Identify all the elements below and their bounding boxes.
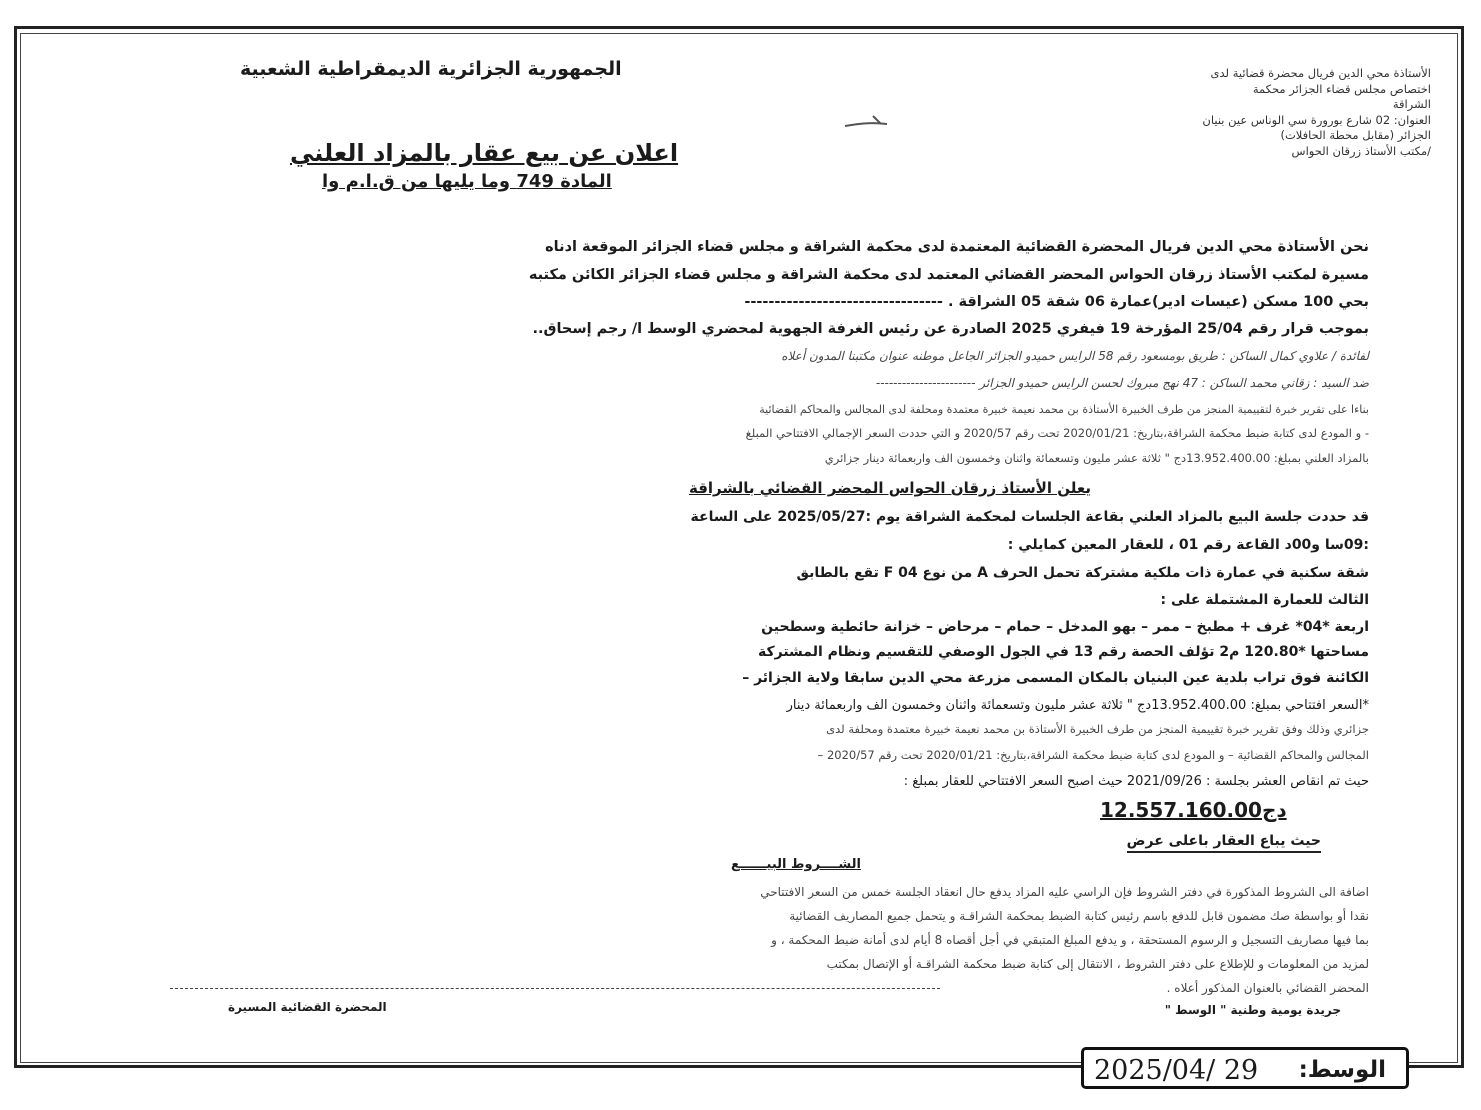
signature-mark bbox=[843, 112, 891, 130]
newspaper-name-label: الوسط: bbox=[1298, 1057, 1386, 1083]
auction-line: المجالس والمحاكم القضائية – و المودع لدى كتابة ضبط محكمة الشراقة،بتاريخ: 2020/01/21 تحت رقم 2020/57 – bbox=[817, 748, 1369, 762]
expert-line: بناءا على تقرير خبرة لتقييمية المنجز من طرف الخبيرة الأستاذة بن محمد نعيمة خبيرة معتمدة ومحلفة لدى المجالس والمحاكم القضائية bbox=[759, 403, 1369, 416]
office-line: /مكتب الأستاذ زرقان الحواس bbox=[1291, 143, 1431, 158]
expert-line: بالمزاد العلني بمبلغ: 13.952.400.00دج " ثلاثة عشر مليون وتسعمائة واثنان وخمسون الف واربعمائة دينار جزائري bbox=[824, 451, 1369, 465]
announcement-title: اعلان عن بيع عقار بالمزاد العلني bbox=[290, 139, 679, 167]
condition-line: المحضر القضائي بالعنوان المذكور أعلاه . bbox=[1166, 981, 1369, 995]
auction-line: اربعة *04* غرف + مطبخ – ممر – بهو المدخل – حمام – مرحاض – خزانة حائطية وسطحين bbox=[761, 619, 1369, 635]
auction-line: قد حددت جلسة البيع بالمزاد العلني بقاعة الجلسات لمحكمة الشراقة يوم :2025/05/27 على الساعة bbox=[690, 509, 1369, 525]
republic-heading: الجمهورية الجزائرية الديمقراطية الشعبية bbox=[240, 58, 622, 80]
auction-line: جزائري وذلك وفق تقرير خبرة تقييمية المنجز من طرف الخبيرة الأستاذة بن محمد نعيمة خبيرة معتمدة ومحلفة لدى bbox=[826, 722, 1369, 736]
auction-line: الكائنة فوق تراب بلدية عين البنيان بالمكان المسمى مزرعة محي الدين سابقا ولاية الجزائر – bbox=[742, 670, 1369, 686]
auction-line: *السعر افتتاحي بمبلغ: 13.952.400.00دج " ثلاثة عشر مليون وتسعمائة واثنان وخمسون الف واربعمائة دينار bbox=[786, 698, 1369, 713]
conditions-heading: الشــــروط البيــــــع bbox=[730, 857, 861, 872]
sale-note: حيث يباع العقار باعلى عرض bbox=[1127, 834, 1321, 853]
auction-line: شقة سكنية في عمارة ذات ملكية مشتركة تحمل الحرف A من نوع F 04 تقع بالطابق bbox=[796, 565, 1369, 581]
office-line: الأستاذة محي الدين فريال محضرة قضائية لدى bbox=[1210, 66, 1431, 80]
newspaper-line: جريدة يومية وطنية " الوسط " bbox=[1164, 1003, 1341, 1017]
auction-line: مساحتها *120.80 م2 تؤلف الحصة رقم 13 في الجول الوصفي للتقسيم ونظام المشتركة bbox=[758, 644, 1369, 660]
office-line: الجزائر (مقابل محطة الحافلات) bbox=[1280, 128, 1431, 142]
defendant-line: ضد السيد : زقاني محمد الساكن : 47 نهج مبروك لحسن الرايس حميدو الجزائر ----------------------- bbox=[875, 376, 1369, 390]
condition-line: نقدا أو بواسطة صك مضمون قابل للدفع باسم رئيس كتابة الضبط بمحكمة الشراقـة و يتحمل جميع المصاريف القضائية bbox=[789, 909, 1369, 923]
auction-line: الثالث للعمارة المشتملة على : bbox=[1160, 592, 1369, 608]
reduced-opening-price: 12.557.160.00دج bbox=[1100, 798, 1287, 822]
publication-date-stamp bbox=[1081, 1047, 1409, 1089]
publication-date: 2025/04/ 29 bbox=[1094, 1055, 1259, 1086]
auction-line: :09سا و00د القاعة رقم 01 ، للعقار المعين كمايلي : bbox=[1007, 537, 1369, 553]
separator-line bbox=[170, 988, 940, 989]
condition-line: بما فيها مصاريف التسجيل و الرسوم المستحقة ، و يدفع المبلغ المتبقي في أجل أقصاه 8 أيام لدى أمانة ضبط المحكمة ، و bbox=[771, 933, 1369, 947]
office-line: اختصاص مجلس قضاء الجزائر محكمة bbox=[1252, 81, 1431, 96]
announcing-bailiff-heading: يعلن الأستاذ زرقان الحواس المحضر القضائي بالشراقة bbox=[688, 479, 1091, 497]
legal-article-subtitle: المادة 749 وما يليها من ق.ا.م وا bbox=[322, 171, 612, 192]
bailiff-signature-label: المحضرة القضائية المسيرة bbox=[228, 1000, 387, 1014]
beneficiary-line: لفائدة / علاوي كمال الساكن : طريق بومسعود رقم 58 الرايس حميدو الجزائر الجاعل موطنه عنوان مكتبنا المدون أعلاه bbox=[781, 349, 1369, 363]
condition-line: لمزيد من المعلومات و للإطلاع على دفتر الشروط ، الانتقال إلى كتابة ضبط محكمة الشراقـة أو الإتصال بمكتب bbox=[826, 957, 1369, 971]
intro-line: بموجب قرار رقم 25/04 المؤرخة 19 فيفري 2025 الصادرة عن رئيس الغرفة الجهوية لمحضري الوسط ا/ رجم إسحاق.. bbox=[532, 321, 1369, 337]
intro-line: نحن الأستاذة محي الدين فريال المحضرة القضائية المعتمدة لدى محكمة الشراقة و مجلس قضاء الجزائر الموقعة ادناه bbox=[545, 239, 1369, 255]
intro-line: بحي 100 مسكن (عيسات ادير)عمارة 06 شقة 05 الشراقة . --------------------------------- bbox=[744, 294, 1369, 310]
condition-line: اضافة الى الشروط المذكورة في دفتر الشروط فإن الراسي عليه المزاد يدفع حال انعقاد الجلسة خمس من السعر الافتتاحي bbox=[760, 885, 1369, 899]
office-address-block bbox=[1202, 66, 1431, 159]
auction-line: حيث تم انقاص العشر بجلسة : 2021/09/26 حيث اصبح السعر الافتتاحي للعقار بمبلغ : bbox=[903, 774, 1369, 789]
expert-line: - و المودع لدى كتابة ضبط محكمة الشراقة،بتاريخ: 2020/01/21 تحت رقم 2020/57 و التي حددت السعر الإجمالي الافتتاحي المبلغ bbox=[745, 426, 1369, 440]
office-line: العنوان: 02 شارع بورورة سي الوناس عين بنيان bbox=[1202, 112, 1431, 127]
intro-line: مسيرة لمكتب الأستاذ زرقان الحواس المحضر القضائي المعتمد لدى محكمة الشراقة و مجلس قضاء الجزائر الكائن مكتبه bbox=[528, 267, 1369, 283]
office-line: الشراقة bbox=[1392, 97, 1431, 111]
